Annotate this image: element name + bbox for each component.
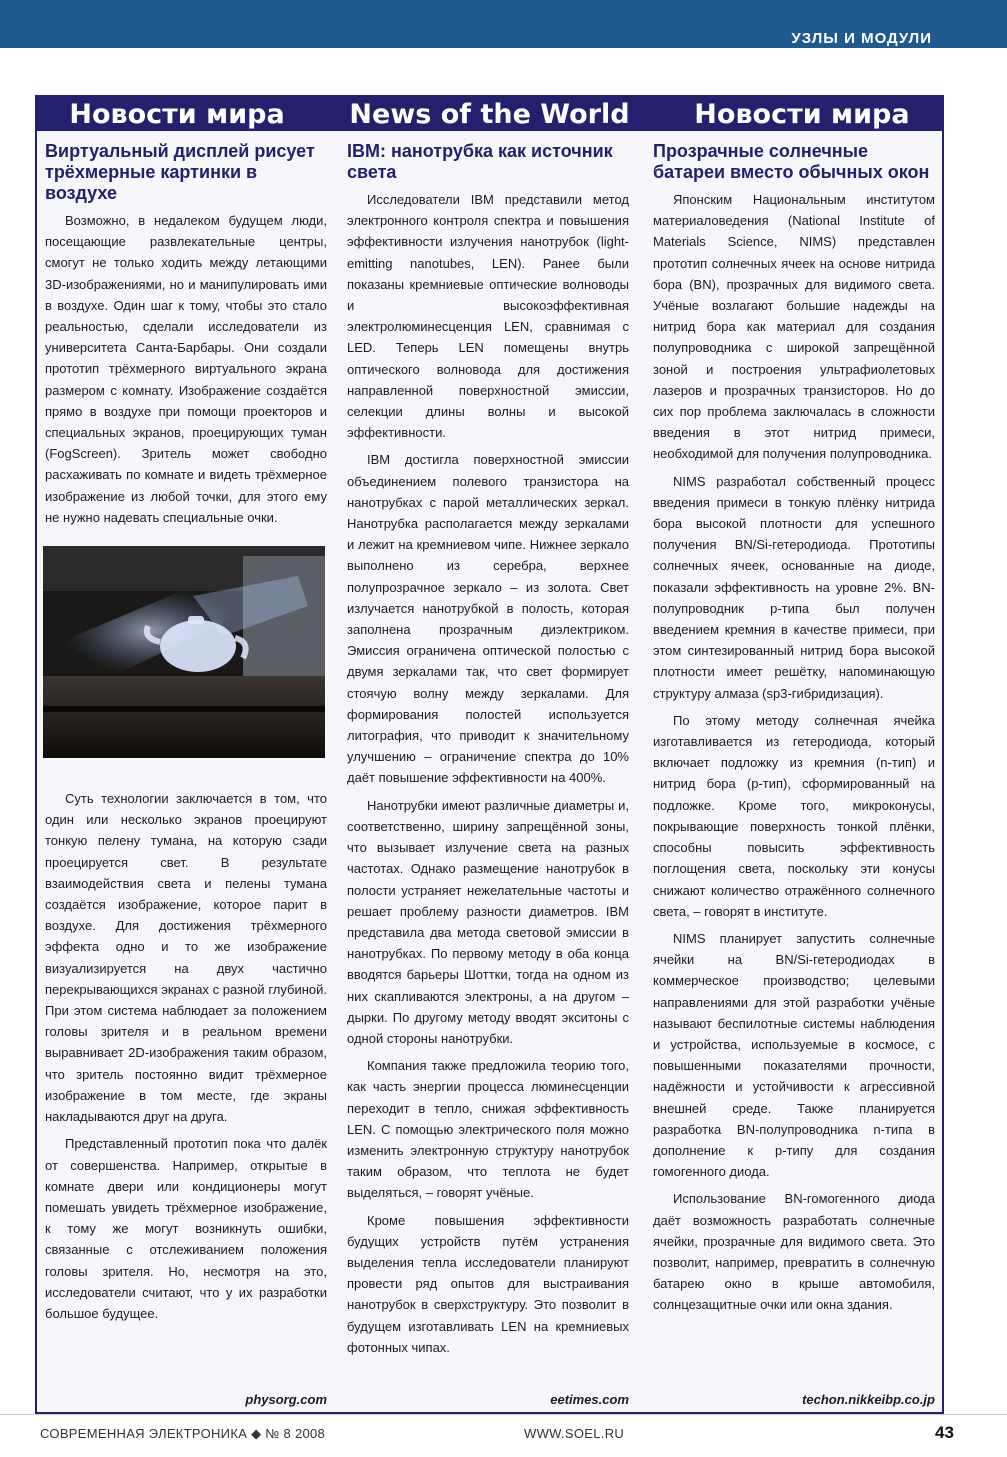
article-title: IBM: нанотрубка как источник света	[347, 141, 613, 182]
article-source: eetimes.com	[550, 1392, 629, 1407]
article-paragraph: По этому методу солнечная ячейка изготавливается из гетеродиода, который включает подложку из кремния (n-тип) и нитрид бора (p-тип), сформированный на подложке. Кроме того, микроконусы, покрывающие поверхность тонкой плёнки, способны повысить эффективность поглощения света, поскольку эти конусы снижают количество отражённого солнечного света, – говорят в институте.	[653, 712, 935, 919]
article-source: techon.nikkeibp.co.jp	[802, 1392, 935, 1407]
banner-title-center: News of the World	[349, 98, 630, 130]
article-paragraph: NIMS разработал собственный процесс введения примеси в тонкую плёнку нитрида бора высокой плотности для успешного получения BN/Si-гетеродиода. Прототипы солнечных ячеек, основанные на диоде, показали эффективность на уровне 2%. BN-полупроводник p-типа был получен введением кремния в качестве примеси, при этом синтезированный нитрид бора высокой плотности имеет решётку, напоминающую структуру алмаза (sp3-гибридизация).	[653, 473, 935, 701]
article-title: Виртуальный дисплей рисует трёхмерные картинки в воздухе	[45, 141, 315, 203]
article-paragraph: Исследователи IBM представили метод электронного контроля спектра и повышения эффективности излучения нанотрубок (light-emitting nanotubes, LEN). Ранее были показаны кремниевые оптические волноводы и высокоэффективная электролюминесценция LEN, сравнимая с LED. Теперь LEN помещены внутрь оптического волновода для достижения направленной поверхностной эмиссии, селекции длины волны и высокой эффективности.	[347, 192, 629, 441]
banner-title-right: Новости мира	[694, 98, 910, 130]
banner-title-left: Новости мира	[69, 98, 285, 130]
article-paragraph: Представленный прототип пока что далёк от совершенства. Например, открытые в комнате двери или кондиционеры могут помешать увидеть трёхмерное изображение, к тому же могут возникнуть ошибки, связанные с отслеживанием положения головы зрителя. Но, несмотря на это, исследователи считают, что у их разработки большое будущее.	[45, 1136, 327, 1321]
diamond-icon: ◆	[251, 1426, 262, 1441]
article-paragraph: Возможно, в недалеком будущем люди, посещающие развлекательные центры, смогут не только ходить между летающими 3D-изображениями, но и манипулировать ими в воздухе. Один шаг к тому, чтобы это стало реальностью, сделали исследователи из университета Санта-Барбары. Они создали прототип трёхмерного виртуального экрана размером с комнату. Изображение создаётся прямо в воздухе при помощи проекторов и специальных экранов, проецирующих туман (FogScreen). Зритель может свободно расхаживать по комнате и видеть трёхмерное изображение из любой точки, для этого ему не нужно надевать специальные очки.	[45, 213, 327, 525]
article-paragraph: Компания также предложила теорию того, как часть энергии процесса люминесценции переходит в тепло, снижая эффективность LEN. С помощью электрического поля можно изменить электронную структуру нанотрубок таким образом, что теплота не будет выделяться, – говорят учёные.	[347, 1058, 629, 1201]
article-source: physorg.com	[245, 1392, 327, 1407]
news-banner	[37, 97, 942, 131]
article-paragraph: NIMS планирует запустить солнечные ячейки на BN/Si-гетеродиодах в коммерческое производство; целевыми направлениями для этой разработки учёные называют беспилотные системы наблюдения и устройства, используемые в космосе, с повышенными показателями прочности, надёжности и устойчивости к агрессивной внешней среде. Также планируется разработка BN-полупроводника n-типа в дополнение к p-типу для создания гомогенного диода.	[653, 930, 935, 1180]
fogscreen-teapot-photo	[43, 546, 325, 758]
article-column-2	[347, 141, 629, 1364]
footer-site: WWW.SOEL.RU	[524, 1426, 625, 1441]
article-title: Прозрачные солнечные батареи вместо обычных окон	[653, 141, 930, 182]
article-paragraph: IBM достигла поверхностной эмиссии объединением полевого транзистора на нанотрубках с парой металлических зеркал. Нанотрубка располагается между зеркалами и лежит на кремниевом чипе. Нижнее зеркало выполнено из серебра, верхнее полупрозрачное зеркало – из золота. Свет излучается нанотрубкой в полость, которая заполнена прозрачным диэлектриком. Эмиссия ограничена оптической полостью с двумя зеркалами так, что свет формирует стоячую волну между зеркалами. Для формирования полостей используется литография, что приводит к значительному улучшению – ограничение спектра до 10% даёт повышение эффективности на 400%.	[347, 452, 629, 786]
article-column-1	[45, 141, 327, 1330]
footer-divider	[0, 1414, 1007, 1415]
article-paragraph: Японским Национальным институтом материаловедения (National Institute of Materials Science, NIMS) представлен прототип солнечных ячеек на основе нитрида бора (BN), прозрачных для видимого света. Учёные возлагают большие надежды на нитрид бора как материал для создания полупроводника с широкой запрещённой зоной и построения ультрафиолетовых лазеров и прозрачных транзисторов. Но до сих пор проблема заключалась в сложности введения в этот нитрид примеси, необходимой для получения полупроводника.	[653, 192, 935, 462]
article-paragraph: Нанотрубки имеют различные диаметры и, соответственно, ширину запрещённой зоны, что вызывает излучение света на разных частотах. Однако размещение нанотрубок в полости устраняет нежелательные частоты и решает проблему разности диаметров. IBM представила два метода световой эмиссии в нанотрубках. По первому методу в оба конца вводятся барьеры Шоттки, тогда на одном из них скапливаются электроны, а на другом – дырки. По другому методу вводят экситоны с одной стороны нанотрубки.	[347, 797, 629, 1046]
footer-journal-name: СОВРЕМЕННАЯ ЭЛЕКТРОНИКА	[40, 1426, 248, 1441]
news-frame	[35, 95, 944, 1414]
section-label: УЗЛЫ И МОДУЛИ	[791, 30, 932, 47]
footer-journal	[40, 1426, 325, 1442]
article-paragraph: Суть технологии заключается в том, что один или несколько экранов проецируют тонкую пелену тумана, на которую сзади проецируется свет. В результате взаимодействия света и пелены тумана создаётся изображение, которое парит в воздухе. Для достижения трёхмерного эффекта одно и то же изображение визуализируется на двух частично перекрывающихся экранах с разной глубиной. При этом система наблюдает за положением головы зрителя и в реальном времени выравнивает 2D-изображения таким образом, что зритель постоянно видит трёхмерное изображение в том месте, где экраны накладываются друг на друга.	[45, 791, 327, 1125]
article-paragraph: Использование BN-гомогенного диода даёт возможность разработать солнечные ячейки, прозрачные для видимого света. Это позволит, например, превратить в солнечную батарею окно в крыше автомобиля, солнцезащитные очки или окна здания.	[653, 1191, 935, 1313]
article-column-3	[653, 141, 935, 1322]
article-paragraph: Кроме повышения эффективности будущих устройств путём устранения выделения тепла исследователи планируют провести ряд опытов для выстраивания нанотрубок в сверхструктуру. Это позволит в будущем изготавливать LEN на кремниевых фотонных чипах.	[347, 1212, 629, 1355]
footer-issue: № 8 2008	[265, 1426, 326, 1441]
page-number: 43	[935, 1423, 954, 1442]
